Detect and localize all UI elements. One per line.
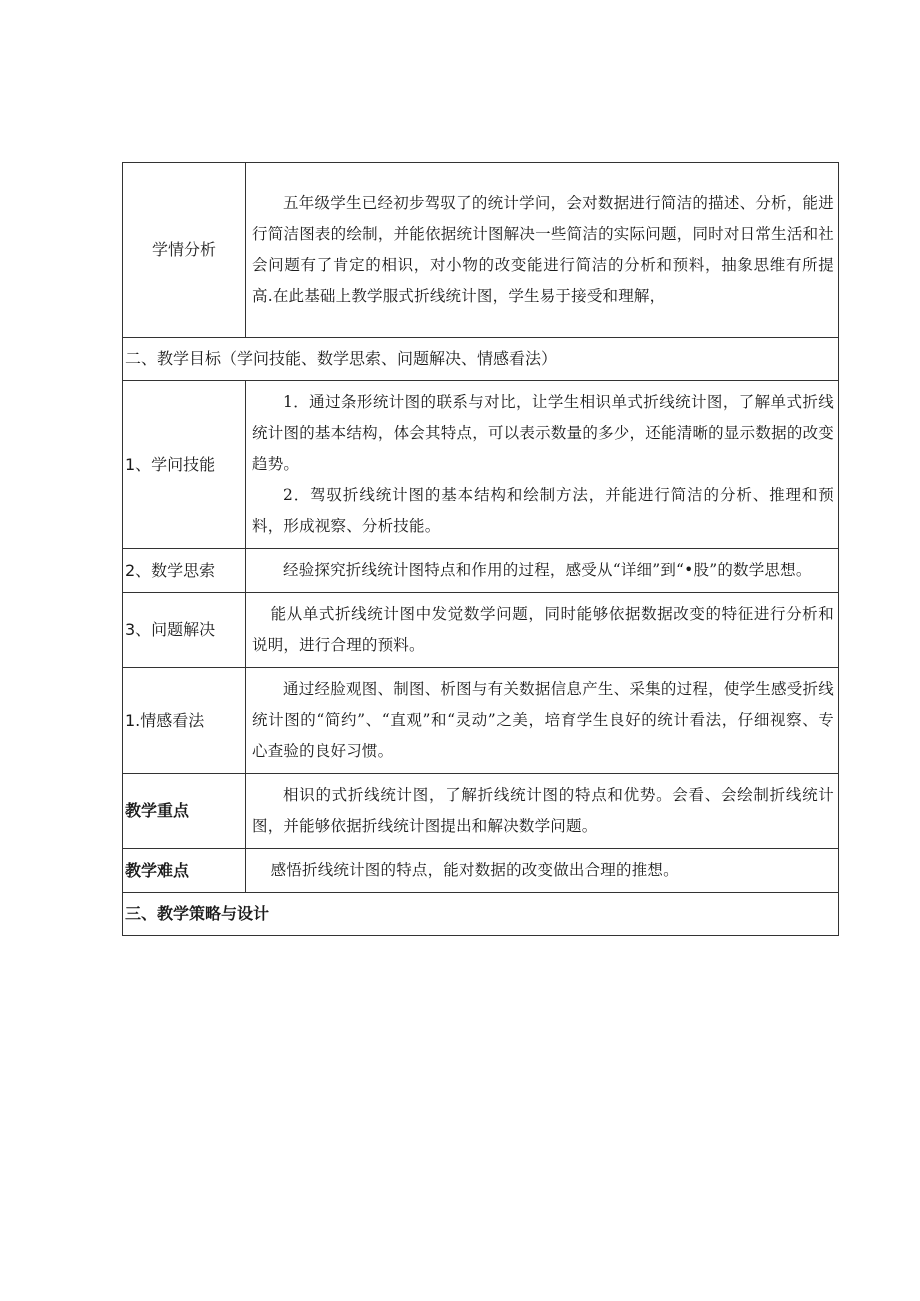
- math-thinking-text: 经验探究折线统计图特点和作用的过程，感受从“详细”到“•股”的数学思想。: [283, 561, 812, 579]
- knowledge-skills-content: [246, 381, 839, 549]
- math-thinking-label: 2、数学思索: [123, 549, 246, 593]
- attitude-content: [246, 668, 839, 774]
- key-points-text: 相识的式折线统计图，了解折线统计图的特点和优势。会看、会绘制折线统计图，并能够依据折线统计图提出和解决数学问题。: [252, 786, 834, 835]
- knowledge-skills-row: [123, 381, 839, 549]
- problem-solving-content: [246, 593, 839, 668]
- attitude-label: 1.情感看法: [123, 668, 246, 774]
- knowledge-skills-para-2: 2．驾驭折线统计图的基本结构和绘制方法，并能进行简洁的分析、推理和预料，形成视察、分析技能。: [252, 486, 834, 535]
- problem-solving-label: 3、问题解决: [123, 593, 246, 668]
- difficult-points-label: 教学难点: [123, 849, 246, 893]
- attitude-text: 通过经脸观图、制图、析图与有关数据信息产生、采集的过程，使学生感受折线统计图的“简约”、“直观”和“灵动”之美，培育学生良好的统计看法，仔细视察、专心查验的良好习惯。: [252, 680, 834, 760]
- knowledge-skills-label: 1、学问技能: [123, 381, 246, 549]
- objectives-heading: 二、教学目标（学问技能、数学思索、问题解决、情感看法）: [123, 338, 839, 381]
- learner-analysis-text: 五年级学生已经初步驾驭了的统计学问，会对数据进行简洁的描述、分析，能进行简洁图表的绘制，并能依据统计图解决一些简洁的实际问题，同时对日常生活和社会问题有了肯定的相识，对小物的改变能进行简洁的分析和预料，抽象思维有所提高.在此基础上教学服式折线统计图，学生易于接受和理解，: [252, 194, 834, 305]
- difficult-points-content: [246, 849, 839, 893]
- learner-analysis-label: 学情分析: [123, 163, 246, 338]
- learner-analysis-row: [123, 163, 839, 338]
- strategy-heading-row: [123, 893, 839, 936]
- lesson-plan-table: [122, 162, 839, 936]
- difficult-points-row: [123, 849, 839, 893]
- difficult-points-text: 感悟折线统计图的特点，能对数据的改变做出合理的推想。: [270, 861, 679, 879]
- key-points-content: [246, 774, 839, 849]
- key-points-row: [123, 774, 839, 849]
- math-thinking-row: [123, 549, 839, 593]
- key-points-label: 教学重点: [123, 774, 246, 849]
- problem-solving-text: 能从单式折线统计图中发觉数学问题，同时能够依据数据改变的特征进行分析和说明，进行合理的预料。: [252, 605, 834, 654]
- problem-solving-row: [123, 593, 839, 668]
- math-thinking-content: [246, 549, 839, 593]
- attitude-row: [123, 668, 839, 774]
- knowledge-skills-para-1: 1．通过条形统计图的联系与对比，让学生相识单式折线统计图，了解单式折线统计图的基本结构，体会其特点，可以表示数量的多少，还能清晰的显示数据的改变趋势。: [252, 393, 834, 473]
- learner-analysis-content: [246, 163, 839, 338]
- objectives-heading-row: [123, 338, 839, 381]
- strategy-heading: 三、教学策略与设计: [123, 893, 839, 936]
